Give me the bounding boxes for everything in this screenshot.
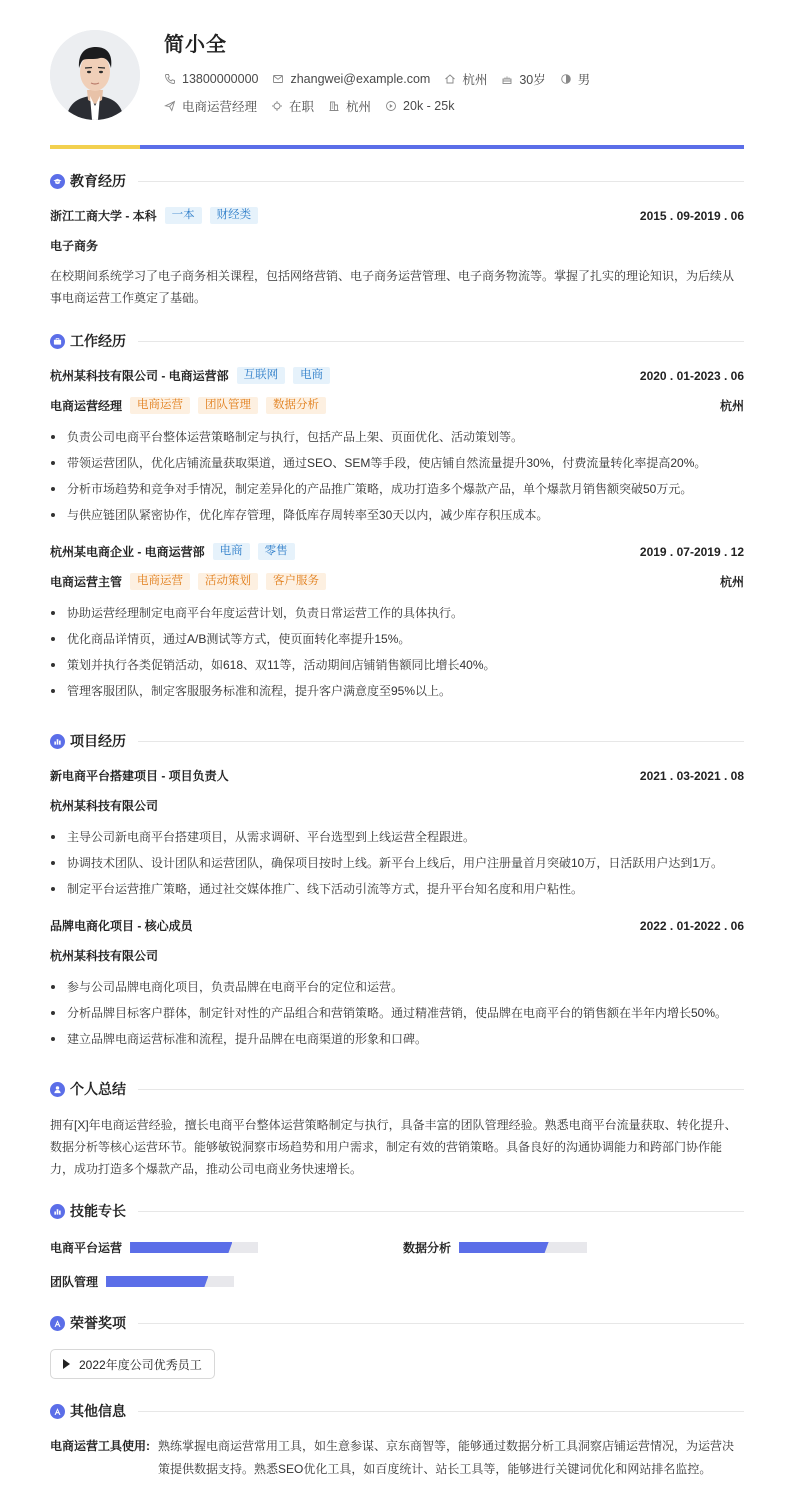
section-projects-title: 项目经历: [70, 733, 126, 749]
education-cap-icon: [50, 174, 65, 189]
contact-info-row: [164, 70, 604, 88]
skill-name: 数据分析: [403, 1241, 452, 1255]
industry-tag: 电商: [213, 543, 250, 560]
skill-progress-track: [459, 1242, 587, 1253]
target-city-info: [328, 97, 371, 115]
skill-tag: 团队管理: [198, 397, 258, 414]
skill-name: 电商平台运营: [50, 1241, 123, 1255]
project-title: 品牌电商化项目 - 核心成员: [50, 919, 193, 933]
building-icon: [328, 100, 340, 112]
education-header-row: [50, 207, 744, 224]
skill-progress-fill: [130, 1242, 232, 1253]
other-info: [50, 1435, 744, 1481]
skill-tag: 电商运营: [130, 397, 190, 414]
section-divider: [138, 1089, 744, 1090]
list-item: 负责公司电商平台整体运营策略制定与执行，包括产品上架、页面优化、活动策划等。: [50, 424, 744, 450]
award-name: 2022年度公司优秀员工: [79, 1357, 202, 1372]
list-item: 管理客服团队，制定客服服务标准和流程，提升客户满意度至95%以上。: [50, 678, 744, 704]
section-other: [50, 1401, 744, 1421]
list-item: 策划并执行各类促销活动，如618、双11等，活动期间店铺销售额同比增长40%。: [50, 652, 744, 678]
section-awards-title: 荣誉奖项: [70, 1315, 126, 1331]
work-header-row: [50, 543, 744, 560]
status-icon: [271, 100, 283, 112]
bar-chart-icon: [50, 1204, 65, 1219]
work-header-row: [50, 367, 744, 384]
skill-tag: 活动策划: [198, 573, 258, 590]
location-text: 杭州: [462, 73, 488, 87]
skill-tag: 客户服务: [266, 573, 326, 590]
section-divider: [138, 181, 744, 182]
project-company: 杭州某科技有限公司: [50, 949, 159, 963]
target-job-text: 电商运营经理: [182, 100, 258, 114]
company-name: 杭州某科技有限公司 - 电商运营部: [50, 369, 229, 383]
location-info: [444, 70, 487, 88]
skill-item: [50, 1239, 258, 1256]
list-item: 协助运营经理制定电商平台年度运营计划，负责日常运营工作的具体执行。: [50, 600, 744, 626]
work-date: 2020 . 01-2023 . 06: [639, 368, 744, 383]
bar-chart-icon: [50, 734, 65, 749]
work-city: 杭州: [719, 399, 744, 413]
play-triangle-icon: [63, 1359, 70, 1369]
school-tag: 财经类: [210, 207, 259, 224]
target-job-info: [164, 97, 257, 115]
project-bullets: [50, 824, 744, 902]
list-item: 制定平台运营推广策略，通过社交媒体推广、线下活动引流等方式，提升平台知名度和用户粘性。: [50, 876, 744, 902]
gender-info: [560, 70, 591, 88]
section-summary-title: 个人总结: [70, 1081, 126, 1097]
award-item: [50, 1349, 215, 1379]
project-title: 新电商平台搭建项目 - 项目负责人: [50, 769, 229, 783]
section-skills-title: 技能专长: [70, 1203, 126, 1219]
section-summary: [50, 1079, 744, 1099]
role-row: [50, 573, 744, 590]
list-item: 协调技术团队、设计团队和运营团队，确保项目按时上线。新平台上线后，用户注册量首月突破10万，日活跃用户达到1万。: [50, 850, 744, 876]
mail-icon: [272, 73, 284, 85]
skill-name: 团队管理: [50, 1275, 99, 1289]
phone-info: [164, 72, 258, 86]
list-item: 参与公司品牌电商化项目，负责品牌在电商平台的定位和运营。: [50, 974, 744, 1000]
salary-info: [385, 99, 454, 113]
skill-progress-track: [106, 1276, 234, 1287]
work-date: 2019 . 07-2019 . 12: [639, 544, 744, 559]
major-name: 电子商务: [50, 239, 99, 253]
skill-item: [403, 1239, 587, 1256]
project-bullets: [50, 974, 744, 1052]
salary-text: 20k - 25k: [403, 99, 455, 113]
role-row: [50, 397, 744, 414]
salary-icon: [385, 100, 397, 112]
avatar-portrait-icon: [50, 30, 140, 120]
company-name: 杭州某电商企业 - 电商运营部: [50, 545, 205, 559]
target-city-text: 杭州: [346, 100, 372, 114]
section-other-title: 其他信息: [70, 1403, 126, 1419]
work-bullets: [50, 600, 744, 704]
industry-tag: 零售: [258, 543, 295, 560]
industry-tag: 电商: [293, 367, 330, 384]
major-row: [50, 237, 744, 254]
section-divider: [138, 1323, 744, 1324]
phone-icon: [164, 73, 176, 85]
section-skills: [50, 1201, 744, 1221]
list-item: 与供应链团队紧密协作，优化库存管理，降低库存周转率至30天以内，减少库存积压成本。: [50, 502, 744, 528]
skill-progress-fill: [459, 1242, 549, 1253]
user-icon: [50, 1082, 65, 1097]
project-company-row: [50, 947, 744, 964]
role-name: 电商运营主管: [50, 575, 123, 589]
industry-tag: 互联网: [237, 367, 286, 384]
section-awards: [50, 1313, 744, 1333]
gender-icon: [560, 73, 572, 85]
section-divider: [138, 341, 744, 342]
info-letter-icon: [50, 1404, 65, 1419]
other-label: 电商运营工具使用:: [50, 1439, 150, 1453]
header-divider-accent: [50, 145, 140, 149]
skill-tag: 电商运营: [130, 573, 190, 590]
education-description: 在校期间系统学习了电子商务相关课程，包括网络营销、电子商务运营管理、电子商务物流等。掌握了扎实的理论知识，为后续从事电商运营工作奠定了基础。: [50, 269, 735, 305]
section-education-title: 教育经历: [70, 173, 126, 189]
section-divider: [138, 1411, 744, 1412]
send-icon: [164, 100, 176, 112]
list-item: 带领运营团队，优化店铺流量获取渠道，通过SEO、SEM等手段，使店铺自然流量提升30%，付费流量转化率提高20%。: [50, 450, 744, 476]
gender-text: 男: [577, 73, 591, 87]
school-name: 浙江工商大学 - 本科: [50, 209, 157, 223]
status-text: 在职: [289, 100, 315, 114]
status-info: [271, 97, 314, 115]
role-name: 电商运营经理: [50, 399, 123, 413]
list-item: 分析品牌目标客户群体，制定针对性的产品组合和营销策略。通过精准营销，使品牌在电商平台的销售额在半年内增长50%。: [50, 1000, 744, 1026]
age-info: [501, 70, 545, 88]
skill-tag: 数据分析: [266, 397, 326, 414]
avatar: [50, 30, 140, 120]
briefcase-icon: [50, 334, 65, 349]
project-date: 2022 . 01-2022 . 06: [639, 918, 744, 933]
work-city: 杭州: [719, 575, 744, 589]
project-company: 杭州某科技有限公司: [50, 799, 159, 813]
other-text: 熟练掌握电商运营常用工具，如生意参谋、京东商智等，能够通过数据分析工具洞察店铺运营情况，为运营决策提供数据支持。熟悉SEO优化工具，如百度统计、站长工具等，能够进行关键词优化和网站排名监控。: [158, 1439, 735, 1476]
list-item: 建立品牌电商运营标准和流程，提升品牌在电商渠道的形象和口碑。: [50, 1026, 744, 1052]
list-item: 分析市场趋势和竞争对手情况，制定差异化的产品推广策略，成功打造多个爆款产品，单个爆款月销售额突破50万元。: [50, 476, 744, 502]
candidate-name: 简小全: [164, 34, 227, 56]
project-header-row: [50, 767, 744, 784]
email-address: zhangwei@example.com: [290, 72, 431, 86]
list-item: 优化商品详情页，通过A/B测试等方式，使页面转化率提升15%。: [50, 626, 744, 652]
education-date: 2015 . 09-2019 . 06: [639, 208, 744, 223]
age-text: 30岁: [519, 73, 546, 87]
list-item: 主导公司新电商平台搭建项目，从需求调研、平台选型到上线运营全程跟进。: [50, 824, 744, 850]
school-tag: 一本: [165, 207, 202, 224]
section-work-title: 工作经历: [70, 333, 126, 349]
email-info: [272, 72, 430, 86]
header-divider: [50, 145, 744, 149]
section-work: [50, 331, 744, 351]
phone-number: 13800000000: [182, 72, 259, 86]
work-bullets: [50, 424, 744, 528]
award-icon: [50, 1316, 65, 1331]
skill-progress-track: [130, 1242, 258, 1253]
section-projects: [50, 731, 744, 751]
summary-text: 拥有[X]年电商运营经验，擅长电商平台整体运营策略制定与执行，具备丰富的团队管理经验。熟悉电商平台流量获取、转化提升、数据分析等核心运营环节。能够敏锐洞察市场趋势和用户需求，制定有效的营销策略。具备良好的沟通协调能力和跨部门协作能力，成功打造多个爆款产品，推动公司电商业务快速增长。: [50, 1118, 737, 1176]
project-date: 2021 . 03-2021 . 08: [639, 768, 744, 783]
section-education: [50, 171, 744, 191]
cake-icon: [501, 73, 513, 85]
project-header-row: [50, 917, 744, 934]
skill-progress-fill: [106, 1276, 208, 1287]
skill-item: [50, 1273, 234, 1290]
resume-page: [50, 0, 744, 1488]
project-company-row: [50, 797, 744, 814]
home-icon: [444, 73, 456, 85]
section-divider: [138, 741, 744, 742]
section-divider: [138, 1211, 744, 1212]
job-intent-row: [164, 97, 468, 115]
